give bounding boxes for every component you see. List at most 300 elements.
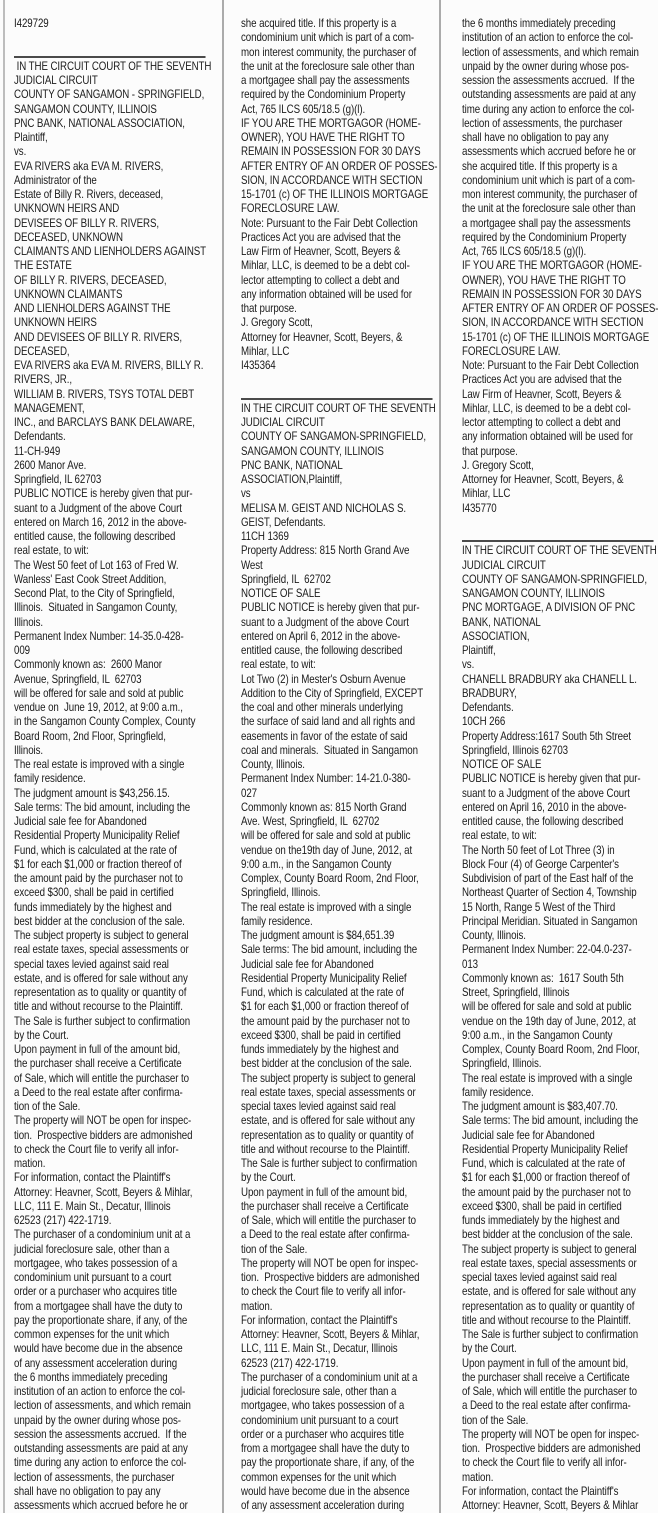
text-line: PNC BANK, NATIONAL ASSOCIATION, (14, 116, 185, 130)
text-line: the purchaser shall receive a Certificate (462, 1370, 630, 1384)
text-line: Springfield, IL 62703 (14, 473, 102, 486)
text-line: The subject property is subject to general (14, 929, 189, 942)
text-line: lection of assessments, and which remain (14, 1399, 191, 1413)
text-line: outstanding assessments are paid at any (462, 88, 636, 102)
text-line: the purchaser shall receive a Certificate (241, 1199, 409, 1213)
text-line: $1 for each $1,000 or fraction thereof of (462, 1171, 630, 1185)
text-line: Springfield, Illinois. (462, 1057, 542, 1071)
text-line: CHANELL BRADBURY aka CHANELL L. (462, 672, 637, 686)
text-line: 10CH 266 (462, 715, 506, 729)
text-line: Law Firm of Heavner, Scott, Beyers & (241, 245, 401, 258)
text-line: judicial foreclosure sale, other than a (241, 1385, 397, 1398)
text-line: The purchaser of a condominium unit at a (14, 1228, 191, 1242)
text-line: Mihlar, LLC, is deemed to be a debt col- (241, 259, 410, 273)
text-line: Act, 765 ILCS 605/18.5 (g)(l). (241, 102, 366, 116)
text-line: Second Plat, to the City of Springfield, (14, 587, 175, 600)
text-line: Illinois. Situated in Sangamon County, (14, 601, 178, 615)
page-edge-rule (3, 0, 5, 1513)
text-line: Property Address:1617 South 5th Street (462, 729, 631, 743)
text-line: The property will NOT be open for inspec- (14, 1114, 192, 1128)
text-line: AND DEVISEES OF BILLY R. RIVERS, (14, 330, 182, 344)
text-line: family residence. (241, 914, 313, 928)
text-line: of Sale, which will entitle the purchaser to (462, 1385, 637, 1398)
text-line: DEVISEES OF BILLY R. RIVERS, (14, 216, 160, 230)
text-line: JUDICIAL CIRCUIT (462, 558, 546, 572)
text-line: SION, IN ACCORDANCE WITH SECTION (241, 173, 423, 187)
section-divider-rule (14, 46, 222, 60)
text-line: GEIST, Defendants. (241, 515, 326, 529)
text-line: entered on April 16, 2010 in the above- (462, 800, 627, 814)
text-line: the purchaser shall receive a Certificate (14, 1057, 182, 1071)
text-line: the amount paid by the purchaser not to (241, 1014, 410, 1028)
text-line: mortgagee, who takes possession of a (14, 1256, 178, 1270)
text-line: EVA RIVERS aka EVA M. RIVERS, BILLY R. (14, 359, 204, 372)
text-line: 027 (241, 786, 257, 800)
text-line: to check the Court file to verify all infor- (462, 1456, 627, 1470)
text-line: tion. Prospective bidders are admonished (462, 1442, 641, 1455)
text-line: JUDICIAL CIRCUIT (241, 416, 325, 429)
text-line: Attorney for Heavner, Scott, Beyers, & (462, 473, 624, 486)
text-line: representation as to quality or quantity of (14, 986, 187, 999)
text-line: Judicial sale fee for Abandoned (241, 957, 374, 971)
section-divider-rule (462, 530, 658, 544)
text-line: any information obtained will be used for (462, 430, 633, 444)
text-line: by the Court. (14, 1028, 69, 1042)
text-line: AFTER ENTRY OF AN ORDER OF POSSES- (241, 159, 438, 173)
text-line: assessments which accrued before he or (14, 1499, 188, 1512)
text-line: Note: Pursuant to the Fair Debt Collection (241, 216, 418, 230)
text-line: shall have no obligation to pay any (462, 131, 609, 144)
text-line: The West 50 feet of Lot 163 of Fred W. (14, 558, 179, 572)
text-line: best bidder at the conclusion of the sale. (14, 914, 185, 928)
text-line: COUNTY OF SANGAMON-SPRINGFIELD, (241, 430, 426, 444)
text-line: Complex, County Board Room, 2nd Floor, (462, 1043, 640, 1056)
text-line: a mortgagee shall pay the assessments (462, 216, 631, 230)
text-line: real estate, to wit: (14, 544, 89, 558)
text-line: of Sale, which will entitle the purchaser to (241, 1214, 416, 1227)
text-line: 9:00 a.m., in the Sangamon County (462, 1028, 613, 1042)
text-line: The real estate is improved with a single (14, 758, 185, 771)
text-line: any information obtained will be used for (241, 287, 412, 301)
text-line: EVA RIVERS aka EVA M. RIVERS, (14, 159, 164, 173)
text-line: DECEASED, UNKNOWN (14, 230, 123, 244)
text-line: Springfield, Illinois 62703 (462, 743, 569, 757)
text-line: The real estate is improved with a single (241, 900, 412, 914)
text-line: session the assessments accrued. If the (462, 74, 635, 87)
text-line: Commonly known as: 1617 South 5th (462, 971, 624, 985)
text-line: UNKNOWN HEIRS AND (14, 202, 120, 216)
text-line: 2600 Manor Ave. (14, 458, 87, 472)
text-line: SION, IN ACCORDANCE WITH SECTION (462, 316, 644, 330)
text-line: of Sale, which will entitle the purchaser to (14, 1071, 189, 1085)
text-line: suant to a Judgment of the above Court (462, 786, 630, 800)
text-line: Street, Springfield, Illinois (462, 986, 570, 999)
text-line: 62523 (217) 422-1719. (14, 1214, 112, 1227)
text-line: REMAIN IN POSSESSION FOR 30 DAYS (241, 145, 421, 159)
text-line: IN THE CIRCUIT COURT OF THE SEVENTH (241, 401, 436, 415)
text-line: lector attempting to collect a debt and (462, 416, 621, 429)
text-line: FORECLOSURE LAW. (462, 344, 561, 358)
text-line: Plaintiff, (462, 644, 496, 657)
text-line: BANK, NATIONAL (462, 615, 541, 629)
text-line: Residential Property Municipality Relief (462, 1142, 628, 1156)
section-divider-line (462, 540, 654, 542)
text-line: Judicial sale fee for Abandoned (14, 815, 147, 828)
text-line: PNC BANK, NATIONAL (241, 458, 343, 472)
text-line: Property Address: 815 North Grand Ave (241, 544, 410, 558)
text-line: best bidder at the conclusion of the sale. (462, 1228, 633, 1242)
text-line: vs. (14, 145, 27, 159)
text-line: Complex, County Board Room, 2nd Floor, (241, 872, 419, 885)
text-line: estate, and is offered for sale without any (462, 1285, 636, 1299)
notices-column-3 (439, 0, 658, 1513)
text-line: vs (241, 487, 251, 501)
text-line: Commonly known as: 815 North Grand (241, 800, 407, 814)
text-line: will be offered for sale and sold at public (462, 1000, 632, 1014)
text-line: of any assessment acceleration during (14, 1356, 178, 1370)
text-line: special taxes levied against said real (241, 1100, 396, 1113)
text-line: Plaintiff, (14, 131, 48, 144)
text-line: West (241, 558, 263, 572)
text-line: Springfield, IL 62702 (241, 572, 331, 586)
text-line: J. Gregory Scott, (462, 458, 534, 472)
text-line: 9:00 a.m., in the Sangamon County (241, 857, 392, 871)
text-line: For information, contact the Plaintiff's (241, 1313, 398, 1327)
section-divider-line (14, 56, 206, 58)
text-line: AND LIENHOLDERS AGAINST THE (14, 302, 171, 315)
blank-line (14, 31, 222, 45)
text-line: coal and minerals. Situated in Sangamon (241, 743, 418, 757)
text-line: Springfield, Illinois. (241, 886, 321, 900)
text-line: would have become due in the absence (14, 1342, 183, 1356)
text-line: OWNER), YOU HAVE THE RIGHT TO (241, 131, 405, 144)
text-line: UNKNOWN CLAIMANTS (14, 287, 123, 301)
text-line: condominium unit which is part of a com- (462, 173, 636, 187)
text-line: entitled cause, the following described (14, 530, 176, 543)
text-line: entitled cause, the following described (462, 815, 624, 828)
text-line: a Deed to the real estate after confirma- (14, 1085, 183, 1099)
notices-column-1-content (14, 17, 222, 1513)
text-line: Sale terms: The bid amount, including the (241, 943, 418, 957)
notices-column-2 (222, 0, 439, 1513)
text-line: best bidder at the conclusion of the sale. (241, 1057, 412, 1071)
text-line: Note: Pursuant to the Fair Debt Collection (462, 359, 639, 372)
text-line: title and without recourse to the Plaintiff. (462, 1313, 631, 1327)
text-line: that purpose. (241, 302, 297, 315)
text-line: County, Illinois. (241, 758, 305, 771)
text-line: SANGAMON COUNTY, ILLINOIS (14, 102, 157, 116)
text-line: funds immediately by the highest and (14, 900, 172, 914)
text-line: Sale terms: The bid amount, including the (462, 1114, 639, 1128)
text-line: Residential Property Municipality Relief (241, 971, 407, 985)
text-line: assessments which accrued before he or (462, 145, 636, 159)
text-line: For information, contact the Plaintiff's (14, 1171, 171, 1185)
text-line: Permanent Index Number: 14-35.0-428- (14, 629, 184, 643)
text-line: Wanless' East Cook Street Addition, (14, 572, 167, 586)
text-line: tion of the Sale. (241, 1242, 308, 1256)
text-line: MELISA M. GEIST AND NICHOLAS S. (241, 501, 406, 515)
text-line: $1 for each $1,000 or fraction thereof of (14, 857, 182, 871)
text-line: shall have no obligation to pay any (14, 1484, 161, 1498)
text-line: Permanent Index Number: 22-04.0-237- (462, 943, 632, 957)
text-line: condominium unit pursuant to a court (241, 1413, 399, 1427)
text-line: IN THE CIRCUIT COURT OF THE SEVENTH (14, 59, 212, 73)
text-line: County, Illinois. (462, 929, 526, 942)
text-line: of any assessment acceleration during (241, 1499, 405, 1512)
text-line: vs. (462, 658, 475, 672)
text-line: lection of assessments, and which remain (462, 45, 639, 59)
text-line: Practices Act you are advised that the (462, 373, 622, 387)
text-line: Commonly known as: 2600 Manor (14, 658, 162, 672)
text-line: vendue on the 19th day of June, 2012, at (462, 1014, 636, 1028)
text-line: WILLIAM B. RIVERS, TSYS TOTAL DEBT (14, 387, 195, 401)
text-line: mon interest community, the purchaser of (462, 188, 638, 201)
text-line: vendue on June 19, 2012, at 9:00 a.m., (14, 701, 183, 714)
text-line: time during any action to enforce the col- (14, 1456, 187, 1470)
text-line: INC., and BARCLAYS BANK DELAWARE, (14, 416, 195, 429)
text-line: The subject property is subject to general (241, 1071, 416, 1085)
text-line: the surface of said land and all rights and (241, 715, 415, 729)
text-line: funds immediately by the highest and (462, 1214, 620, 1227)
text-line: Board Room, 2nd Floor, Springfield, (14, 729, 166, 743)
text-line: FORECLOSURE LAW. (241, 202, 340, 216)
text-line: the unit at the foreclosure sale other than (241, 59, 415, 73)
text-line: entered on April 6, 2012 in the above- (241, 629, 401, 643)
text-line: representation as to quality or quantity of (241, 1128, 414, 1142)
text-line: that purpose. (462, 444, 518, 458)
text-line: real estate taxes, special assessments or (462, 1256, 637, 1270)
text-line: NOTICE OF SALE (241, 587, 321, 600)
text-line: ASSOCIATION,Plaintiff, (241, 473, 343, 486)
text-line: LLC, 111 E. Main St., Decatur, Illinois (14, 1199, 171, 1213)
text-line: 11CH 1369 (241, 530, 289, 543)
text-line: will be offered for sale and sold at public (241, 829, 411, 843)
text-line: Addition to the City of Springfield, EXCEPT (241, 686, 424, 700)
text-line: mation. (462, 1470, 494, 1484)
text-line: pay the proportionate share, if any, of the (241, 1456, 415, 1470)
text-line: The North 50 feet of Lot Three (3) in (462, 843, 615, 857)
text-line: JUDICIAL CIRCUIT (14, 74, 98, 87)
text-line: common expenses for the unit which (241, 1470, 397, 1484)
text-line: mation. (241, 1299, 273, 1313)
text-line: NOTICE OF SALE (462, 758, 542, 771)
text-line: the amount paid by the purchaser not to (462, 1185, 631, 1199)
text-line: Defendants. (462, 701, 514, 714)
text-line: IF YOU ARE THE MORTGAGOR (HOME- (241, 116, 421, 130)
text-line: lection of assessments, the purchaser (14, 1470, 175, 1484)
text-line: tion of the Sale. (462, 1413, 529, 1427)
text-line: Practices Act you are advised that the (241, 230, 401, 244)
text-line: vendue on the19th day of June, 2012, at (241, 843, 413, 857)
text-line: The Sale is further subject to confirmation (14, 1014, 191, 1028)
text-line: real estate, to wit: (241, 658, 316, 672)
text-line: order or a purchaser who acquires title (14, 1285, 177, 1299)
text-line: For information, contact the Plaintiff's (462, 1484, 619, 1498)
text-line: by the Court. (462, 1342, 517, 1356)
text-line: the 6 months immediately preceding (462, 17, 616, 30)
text-line: title and without recourse to the Plaintiff. (241, 1142, 410, 1156)
text-line: The real estate is improved with a single (462, 1071, 633, 1085)
text-line: I435364 (241, 359, 276, 372)
text-line: the 6 months immediately preceding (14, 1370, 168, 1384)
text-line: exceed $300, shall be paid in certified (14, 886, 174, 900)
text-line: 62523 (217) 422-1719. (241, 1356, 339, 1370)
text-line: tion. Prospective bidders are admonished (14, 1128, 193, 1142)
text-line: institution of an action to enforce the col- (462, 31, 634, 45)
text-line: The property will NOT be open for inspec- (241, 1256, 419, 1270)
text-line: exceed $300, shall be paid in certified (241, 1028, 401, 1042)
text-line: Upon payment in full of the amount bid, (241, 1185, 408, 1199)
text-line: Northeast Quarter of Section 4, Township (462, 886, 637, 900)
text-line: unpaid by the owner during whose pos- (462, 59, 629, 73)
text-line: PNC MORTGAGE, A DIVISION OF PNC (462, 601, 636, 615)
text-line: Mihlar, LLC, is deemed to be a debt col- (462, 401, 631, 415)
text-line: Mihlar, LLC (241, 344, 290, 358)
text-line: CLAIMANTS AND LIENHOLDERS AGAINST (14, 245, 207, 258)
text-line: she acquired title. If this property is a (462, 159, 618, 173)
text-line: 15-1701 (c) OF THE ILLINOIS MORTGAGE (462, 330, 650, 344)
text-line: Administrator of the (14, 173, 97, 187)
text-line: mation. (14, 1157, 46, 1170)
text-line: BRADBURY, (462, 686, 517, 700)
text-line: common expenses for the unit which (14, 1328, 170, 1341)
text-line: condominium unit pursuant to a court (14, 1271, 172, 1284)
text-line: PUBLIC NOTICE is hereby given that pur- (462, 772, 641, 786)
blank-line (462, 516, 658, 530)
section-divider-rule (241, 388, 439, 402)
text-line: funds immediately by the highest and (241, 1043, 399, 1056)
text-line: special taxes levied against said real (14, 957, 169, 971)
text-line: time during any action to enforce the col- (462, 102, 635, 116)
text-line: SANGAMON COUNTY, ILLINOIS (241, 444, 384, 458)
text-line: exceed $300, shall be paid in certified (462, 1199, 622, 1213)
text-line: PUBLIC NOTICE is hereby given that pur- (241, 601, 420, 615)
text-line: The subject property is subject to general (462, 1242, 637, 1256)
text-line: the coal and other minerals underlying (241, 701, 403, 714)
text-line: lection of assessments, the purchaser (462, 116, 623, 130)
text-line: The purchaser of a condominium unit at a (241, 1370, 418, 1384)
text-line: mon interest community, the purchaser of (241, 45, 417, 59)
text-line: I429729 (14, 17, 49, 30)
text-line: J. Gregory Scott, (241, 316, 313, 330)
text-line: easements in favor of the estate of said (241, 729, 408, 743)
text-line: a mortgagee shall pay the assessments (241, 74, 410, 87)
text-line: COUNTY OF SANGAMON - SPRINGFIELD, (14, 88, 205, 102)
text-line: Block Four (4) of George Carpenter's (462, 857, 619, 871)
text-line: representation as to quality or quantity of (462, 1299, 635, 1313)
text-line: required by the Condominium Property (241, 88, 406, 102)
text-line: Lot Two (2) in Mester's Osburn Avenue (241, 672, 406, 686)
text-line: Law Firm of Heavner, Scott, Beyers & (462, 387, 622, 401)
text-line: $1 for each $1,000 or fraction thereof of (241, 1000, 409, 1014)
text-line: LLC, 111 E. Main St., Decatur, Illinois (241, 1342, 398, 1356)
text-line: family residence. (14, 772, 86, 786)
text-line: THE ESTATE (14, 259, 72, 273)
text-line: Ave. West, Springfield, IL 62702 (241, 815, 380, 828)
text-line: 009 (14, 644, 30, 657)
text-line: mortgagee, who takes possession of a (241, 1399, 405, 1413)
text-line: COUNTY OF SANGAMON-SPRINGFIELD, (462, 572, 647, 586)
text-line: estate, and is offered for sale without any (241, 1114, 415, 1128)
text-line: Illinois. (14, 743, 44, 757)
text-line: to check the Court file to verify all infor- (241, 1285, 406, 1299)
text-line: Attorney: Heavner, Scott, Beyers & Mihlar, (241, 1328, 420, 1341)
text-line: from a mortgagee shall have the duty to (241, 1442, 410, 1455)
text-line: Mihlar, LLC (462, 487, 511, 501)
text-line: special taxes levied against said real (462, 1271, 617, 1284)
text-line: unpaid by the owner during whose pos- (14, 1413, 181, 1427)
text-line: Fund, which is calculated at the rate of (14, 843, 177, 857)
section-divider-line (241, 398, 433, 400)
text-line: estate, and is offered for sale without any (14, 971, 188, 985)
text-line: MANAGEMENT, (14, 401, 85, 415)
text-line: outstanding assessments are paid at any (14, 1442, 188, 1455)
text-line: the unit at the foreclosure sale other than (462, 202, 636, 216)
text-line: tion. Prospective bidders are admonished (241, 1271, 420, 1284)
text-line: I435770 (462, 501, 497, 515)
text-line: RIVERS, JR., (14, 373, 72, 387)
text-line: session the assessments accrued. If the (14, 1427, 187, 1441)
text-line: Upon payment in full of the amount bid, (14, 1043, 181, 1056)
text-line: condominium unit which is part of a com- (241, 31, 415, 45)
text-line: Estate of Billy R. Rivers, deceased, (14, 188, 164, 201)
text-line: OF BILLY R. RIVERS, DECEASED, (14, 273, 167, 287)
text-line: OWNER), YOU HAVE THE RIGHT TO (462, 273, 626, 287)
text-line: Fund, which is calculated at the rate of (462, 1157, 625, 1170)
text-line: Subdivision of part of the East half of the (462, 872, 634, 885)
text-line: SANGAMON COUNTY, ILLINOIS (462, 587, 605, 600)
text-line: from a mortgagee shall have the duty to (14, 1299, 183, 1313)
text-line: real estate, to wit: (462, 829, 537, 843)
text-line: lector attempting to collect a debt and (241, 273, 400, 287)
text-line: in the Sangamon County Complex, County (14, 715, 196, 729)
text-line: entered on March 16, 2012 in the above- (14, 515, 187, 529)
text-line: institution of an action to enforce the col- (14, 1385, 186, 1398)
text-line: pay the proportionate share, if any, of the (14, 1313, 188, 1327)
text-line: entitled cause, the following described (241, 644, 403, 657)
notices-column-2-content (241, 17, 439, 1513)
text-line: Attorney: Heavner, Scott, Beyers & Mihlar, (14, 1185, 193, 1199)
notices-column-1 (0, 0, 222, 1513)
text-line: Fund, which is calculated at the rate of (241, 986, 404, 999)
text-line: real estate taxes, special assessments or (241, 1085, 416, 1099)
text-line: 15-1701 (c) OF THE ILLINOIS MORTGAGE (241, 188, 429, 201)
text-line: UNKNOWN HEIRS (14, 316, 97, 330)
text-line: 013 (462, 957, 478, 971)
text-line: 15 North, Range 5 West of the Third (462, 900, 616, 914)
text-line: required by the Condominium Property (462, 230, 627, 244)
text-line: a Deed to the real estate after confirma- (462, 1399, 631, 1413)
text-line: The property will NOT be open for inspec- (462, 1427, 640, 1441)
text-line: order or a purchaser who acquires title (241, 1427, 404, 1441)
text-line: IN THE CIRCUIT COURT OF THE SEVENTH (462, 544, 657, 558)
text-line: Attorney: Heavner, Scott, Beyers & Mihlar (462, 1499, 639, 1512)
text-line: The judgment amount is $83,407.70. (462, 1100, 618, 1113)
blank-line (241, 373, 439, 387)
text-line: Illinois. (14, 615, 44, 629)
text-line: Principal Meridian. Situated in Sangamon (462, 914, 638, 928)
text-line: suant to a Judgment of the above Court (14, 501, 182, 515)
text-line: AFTER ENTRY OF AN ORDER OF POSSES- (462, 302, 658, 315)
text-line: The Sale is further subject to confirmation (241, 1157, 418, 1170)
text-line: she acquired title. If this property is a (241, 17, 397, 30)
text-line: Permanent Index Number: 14-21.0-380- (241, 772, 411, 786)
text-line: real estate taxes, special assessments or (14, 943, 189, 957)
text-line: tion of the Sale. (14, 1100, 81, 1113)
text-line: Upon payment in full of the amount bid, (462, 1356, 629, 1370)
text-line: family residence. (462, 1085, 534, 1099)
text-line: Avenue, Springfield, IL 62703 (14, 672, 142, 686)
